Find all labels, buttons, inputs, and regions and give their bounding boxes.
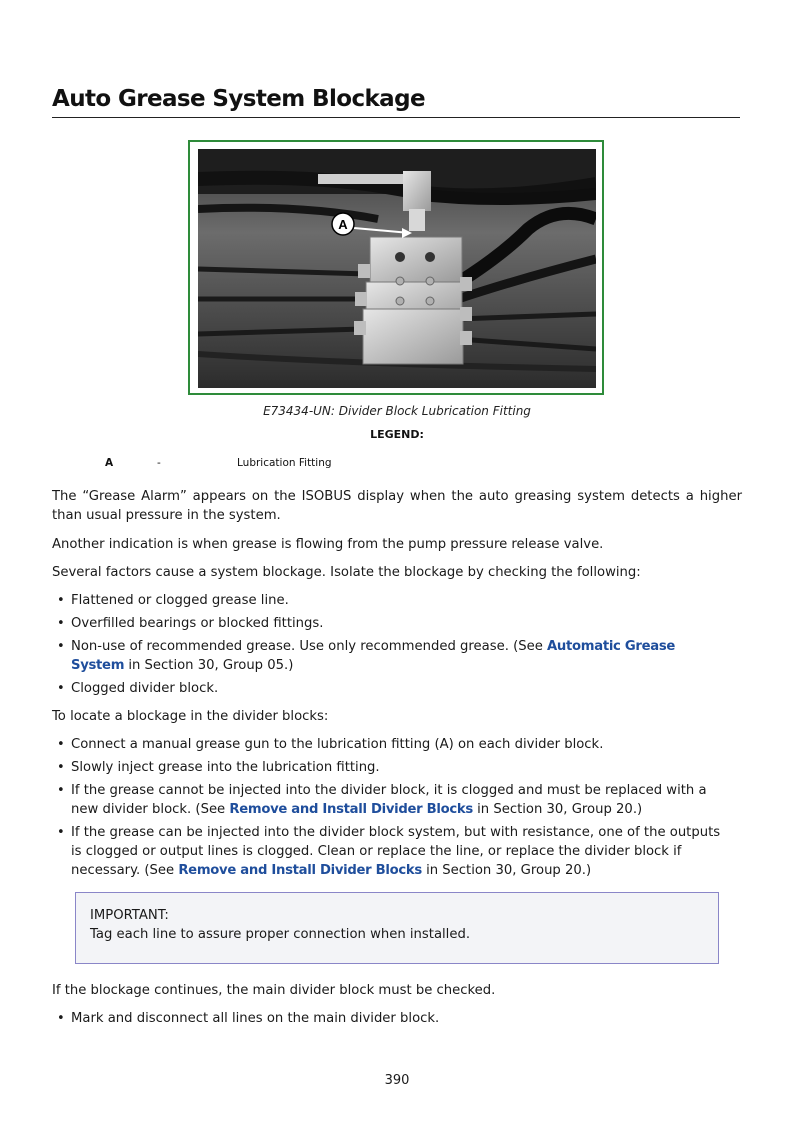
- page-number: 390: [384, 1073, 410, 1088]
- legend-dash: -: [157, 457, 161, 469]
- final-paragraph: If the blockage continues, the main divider block must be checked.: [52, 983, 496, 998]
- important-text: Tag each line to assure proper connection when installed.: [90, 927, 471, 942]
- list-item: • Mark and disconnect all lines on the main divider block.: [52, 1009, 732, 1028]
- list-item: • Non-use of recommended grease. Use only recommended grease. (See Automatic Grease System in Section 30, Group 05.): [52, 637, 732, 675]
- list-item: • Slowly inject grease into the lubrication fitting.: [52, 758, 732, 777]
- indication-paragraph: Another indication is when grease is flowing from the pump pressure release valve.: [52, 537, 604, 552]
- automatic-grease-system-link[interactable]: Automatic Grease System: [71, 639, 676, 673]
- list-item: • If the grease cannot be injected into the divider block, it is clogged and must be replaced with a new divider block. (See Remove and Install Divider Blocks in Section 30, Group 20.): [52, 781, 732, 819]
- locate-steps-list: [52, 735, 732, 884]
- list-item: • If the grease can be injected into the divider block system, but with resistance, one of the outputs is clogged or output lines is clogged. Clean or replace the line, or replace the divider block if necessary. (See Remove and Install Divider Blocks in Section 30, Group 20.): [52, 823, 732, 880]
- page-title: Auto Grease System Blockage: [52, 86, 740, 118]
- legend-key: A: [105, 457, 114, 469]
- remove-install-divider-blocks-link[interactable]: Remove and Install Divider Blocks: [178, 863, 422, 878]
- list-item: • Flattened or clogged grease line.: [52, 591, 732, 610]
- list-item: • Connect a manual grease gun to the lubrication fitting (A) on each divider block.: [52, 735, 732, 754]
- figure-caption: E73434-UN: Divider Block Lubrication Fitting: [263, 404, 531, 418]
- factors-list: [52, 591, 732, 702]
- final-steps-list: [52, 1009, 732, 1032]
- remove-install-divider-blocks-link[interactable]: Remove and Install Divider Blocks: [229, 802, 473, 817]
- legend-title: LEGEND:: [370, 428, 424, 441]
- locate-intro: To locate a blockage in the divider blocks:: [52, 709, 329, 724]
- list-item: • Overfilled bearings or blocked fittings.: [52, 614, 732, 633]
- divider-block-photo: [198, 149, 596, 388]
- list-item: • Clogged divider block.: [52, 679, 732, 698]
- important-label: IMPORTANT:: [90, 908, 169, 923]
- callout-a-label: A: [338, 217, 348, 232]
- legend-description: Lubrication Fitting: [237, 457, 332, 469]
- intro-paragraph: The “Grease Alarm” appears on the ISOBUS display when the auto greasing system detects a higher than usual pressure in the system.: [52, 489, 742, 523]
- important-note: [75, 892, 719, 964]
- figure-frame: [188, 140, 604, 395]
- factors-paragraph: Several factors cause a system blockage. Isolate the blockage by checking the following:: [52, 565, 641, 580]
